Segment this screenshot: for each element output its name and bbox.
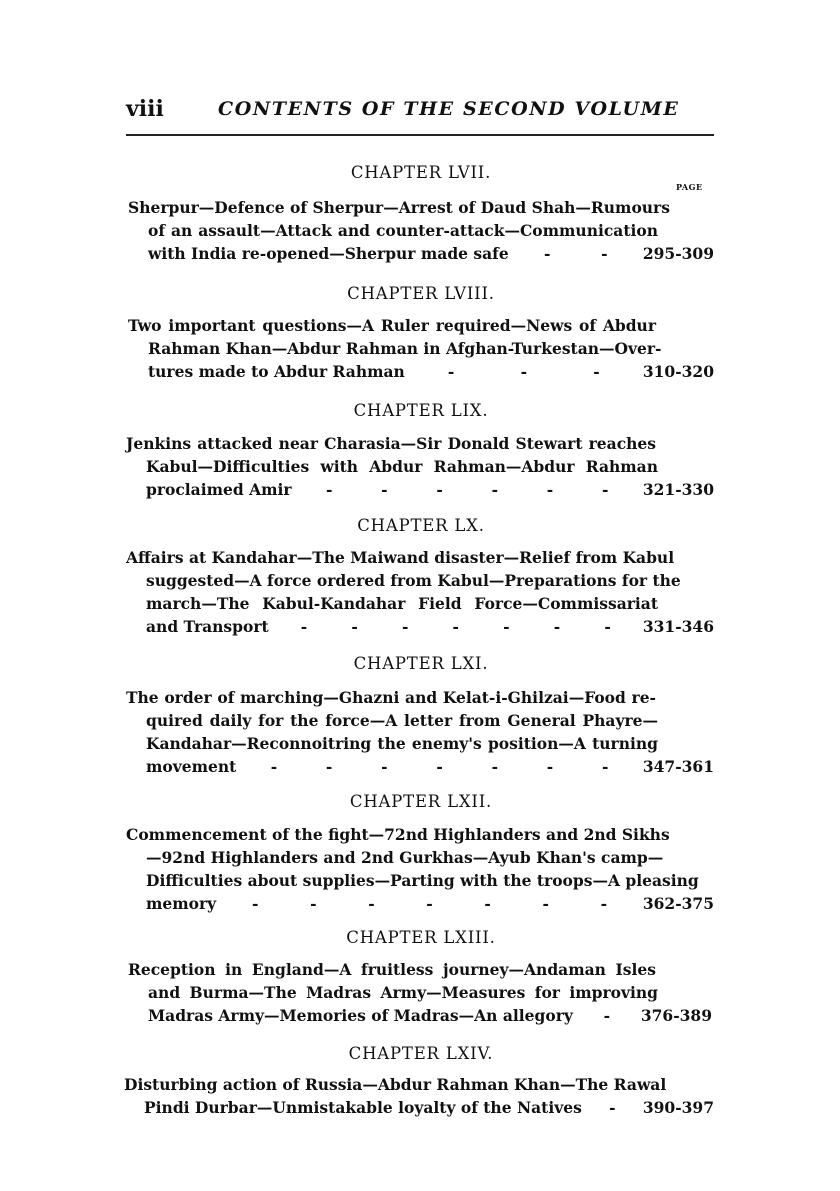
- entry-line: proclaimed Amir: [146, 480, 292, 499]
- chapter-heading: CHAPTER LXIII.: [346, 928, 496, 947]
- page-range: 376-389: [640, 1006, 712, 1025]
- entry-line: Rahman Khan—Abdur Rahman in Afghan-Turkestan—Over-: [148, 339, 662, 358]
- entry-line: —92nd Highlanders and 2nd Gurkhas—Ayub Khan's camp—: [146, 848, 664, 867]
- chapter-entry: [126, 432, 716, 501]
- chapter-entry: [126, 686, 716, 778]
- entry-line: Kandahar—Reconnoitring the enemy's position—A turning: [146, 734, 658, 753]
- dot-leaders: - - - - - - -: [270, 757, 609, 776]
- entry-line: and Transport: [146, 617, 269, 636]
- chapter-entry: [128, 314, 718, 383]
- page-column-label: PAGE: [676, 182, 703, 192]
- entry-line: and Burma—The Madras Army—Measures for improving: [148, 983, 658, 1002]
- chapter-heading: CHAPTER LIX.: [353, 401, 489, 420]
- page-range: 295-309: [642, 244, 714, 263]
- entry-line: march—The Kabul-Kandahar Field Force—Commissariat: [146, 594, 658, 613]
- entry-last-line: [128, 1004, 712, 1027]
- page-header: [126, 96, 716, 130]
- dot-leaders: - - -: [447, 362, 600, 381]
- chapter-heading: CHAPTER LXII.: [349, 792, 493, 811]
- chapter-heading: CHAPTER LXI.: [353, 654, 489, 673]
- page-range: 390-397: [642, 1098, 714, 1117]
- entry-line: with India re-opened—Sherpur made safe: [148, 244, 509, 263]
- entry-line: Commencement of the fight—72nd Highlanders and 2nd Sikhs: [126, 825, 670, 844]
- entry-line: Difficulties about supplies—Parting with the troops—A pleasing: [146, 871, 699, 890]
- entry-line: The order of marching—Ghazni and Kelat-i-Ghilzai—Food re-: [126, 688, 656, 707]
- dot-leaders: -: [609, 1098, 616, 1117]
- entry-line: memory: [146, 894, 217, 913]
- entry-last-line: [124, 1096, 714, 1119]
- page-range: 347-361: [642, 757, 714, 776]
- entry-last-line: [126, 478, 714, 501]
- entry-last-line: [126, 615, 714, 638]
- chapter-entry: [126, 823, 716, 915]
- page-range: 331-346: [642, 617, 714, 636]
- entry-last-line: [126, 892, 714, 915]
- entry-line: Disturbing action of Russia—Abdur Rahman Khan—The Rawal: [124, 1075, 667, 1094]
- page-range: 362-375: [642, 894, 714, 913]
- entry-line: Two important questions—A Ruler required—News of Abdur: [128, 316, 656, 335]
- entry-last-line: [128, 242, 714, 265]
- chapter-heading: CHAPTER LXIV.: [348, 1044, 494, 1063]
- chapter-entry: [128, 196, 718, 265]
- entry-line: Reception in England—A fruitless journey—Andaman Isles: [128, 960, 656, 979]
- chapter-heading: CHAPTER LX.: [357, 516, 485, 535]
- chapter-entry: [128, 958, 718, 1027]
- dot-leaders: - -: [544, 244, 608, 263]
- entry-line: Pindi Durbar—Unmistakable loyalty of the Natives: [144, 1098, 582, 1117]
- header-rule: [126, 134, 714, 136]
- page-range: 310-320: [642, 362, 714, 381]
- entry-line: quired daily for the force—A letter from General Phayre—: [146, 711, 658, 730]
- dot-leaders: - - - - - - -: [300, 617, 611, 636]
- entry-last-line: [128, 360, 714, 383]
- page-range: 321-330: [642, 480, 714, 499]
- chapter-entry: [126, 546, 716, 638]
- entry-line: movement: [146, 757, 237, 776]
- entry-line: Kabul—Difficulties with Abdur Rahman—Abdur Rahman: [146, 457, 658, 476]
- dot-leaders: - - - - - -: [325, 480, 609, 499]
- dot-leaders: -: [603, 1006, 611, 1025]
- entry-last-line: [126, 755, 714, 778]
- entry-line: Affairs at Kandahar—The Maiwand disaster—Relief from Kabul: [126, 548, 675, 567]
- running-title: CONTENTS OF THE SECOND VOLUME: [218, 98, 680, 120]
- dot-leaders: - - - - - - -: [252, 894, 608, 913]
- entry-line: suggested—A force ordered from Kabul—Preparations for the: [146, 571, 681, 590]
- entry-line: Madras Army—Memories of Madras—An allegory: [148, 1006, 573, 1025]
- chapter-heading: CHAPTER LVIII.: [347, 284, 495, 303]
- chapter-heading: CHAPTER LVII.: [350, 163, 492, 182]
- entry-line: Sherpur—Defence of Sherpur—Arrest of Daud Shah—Rumours: [128, 198, 670, 217]
- chapter-entry: [124, 1073, 714, 1119]
- entry-line: of an assault—Attack and counter-attack—Communication: [148, 221, 658, 240]
- entry-line: tures made to Abdur Rahman: [148, 362, 405, 381]
- entry-line: Jenkins attacked near Charasia—Sir Donald Stewart reaches: [126, 434, 656, 453]
- page-number: viii: [126, 96, 164, 122]
